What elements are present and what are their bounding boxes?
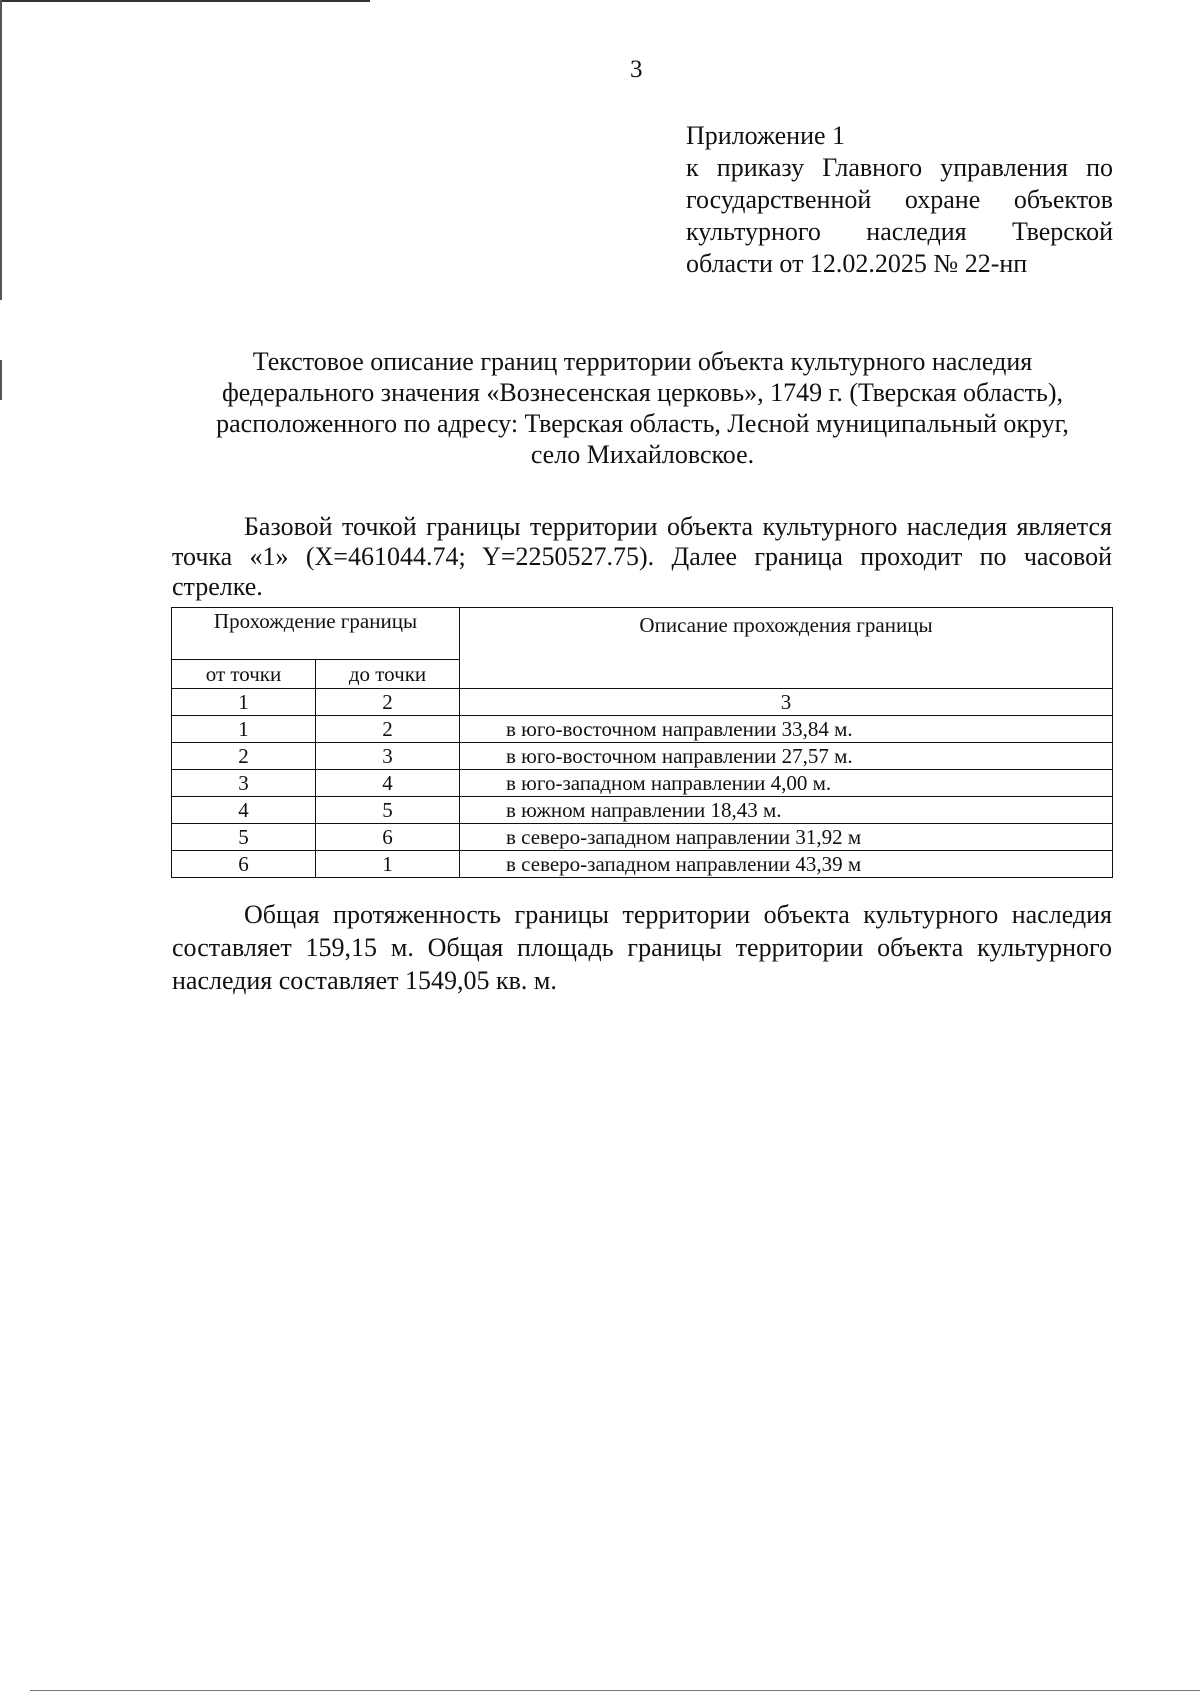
title-line: село Михайловское.: [530, 440, 755, 469]
description-cell: в южном направлении 18,43 м.: [460, 797, 1113, 824]
to-point-cell: 2: [316, 716, 460, 743]
to-point-cell: 5: [316, 797, 460, 824]
appendix-header: [686, 120, 1113, 280]
title-line: расположенного по адресу: Тверская область, Лесной муниципальный округ,: [216, 409, 1069, 438]
scan-edge-left-mark: [0, 360, 2, 400]
numbering-cell: 3: [460, 689, 1113, 716]
table-header-row: [172, 608, 1113, 660]
scan-edge-bottom: [30, 1690, 1200, 1691]
table-row: [172, 797, 1113, 824]
appendix-line: области от 12.02.2025 № 22-нп: [686, 249, 1028, 278]
table-row: [172, 770, 1113, 797]
description-cell: в северо-западном направлении 43,39 м: [460, 851, 1113, 878]
numbering-cell: 1: [172, 689, 316, 716]
title-line: федерального значения «Вознесенская церковь», 1749 г. (Тверская область),: [221, 378, 1064, 407]
header-group-cell: Прохождение границы: [172, 608, 460, 660]
page-number: 3: [630, 56, 643, 83]
description-cell: в северо-западном направлении 31,92 м: [460, 824, 1113, 851]
numbering-cell: 2: [316, 689, 460, 716]
from-point-cell: 6: [172, 851, 316, 878]
to-point-cell: 3: [316, 743, 460, 770]
table-row: [172, 851, 1113, 878]
appendix-line: культурного наследия Тверской: [686, 217, 1113, 246]
document-title: [150, 346, 1135, 470]
boundary-table: [171, 607, 1113, 878]
scan-edge-top: [0, 0, 370, 2]
from-point-cell: 5: [172, 824, 316, 851]
appendix-line: государственной охране объектов: [686, 185, 1113, 214]
description-cell: в юго-восточном направлении 33,84 м.: [460, 716, 1113, 743]
table-row: [172, 743, 1113, 770]
description-cell: в юго-западном направлении 4,00 м.: [460, 770, 1113, 797]
from-point-cell: 1: [172, 716, 316, 743]
to-point-cell: 1: [316, 851, 460, 878]
table-row: [172, 824, 1113, 851]
description-cell: в юго-восточном направлении 27,57 м.: [460, 743, 1113, 770]
table-row: [172, 716, 1113, 743]
title-line: Текстовое описание границ территории объекта культурного наследия: [252, 347, 1033, 376]
from-point-cell: 2: [172, 743, 316, 770]
summary-paragraph: Общая протяженность границы территории объекта культурного наследия составляет 159,15 м. Общая площадь границы территории объекта культурного наследия составляет 1549,05 кв. м.: [172, 900, 1112, 995]
header-description-cell: Описание прохождения границы: [460, 608, 1113, 689]
appendix-line: Приложение 1: [686, 121, 846, 150]
scan-edge-left: [0, 0, 2, 300]
from-point-cell: 4: [172, 797, 316, 824]
to-point-cell: 4: [316, 770, 460, 797]
intro-paragraph: Базовой точкой границы территории объекта культурного наследия является точка «1» (X=461044.74; Y=2250527.75). Далее граница проходит по часовой стрелке.: [172, 512, 1112, 601]
to-point-cell: 6: [316, 824, 460, 851]
header-from-cell: от точки: [172, 660, 316, 689]
header-to-cell: до точки: [316, 660, 460, 689]
from-point-cell: 3: [172, 770, 316, 797]
appendix-line: к приказу Главного управления по: [686, 153, 1113, 182]
table-numbering-row: [172, 689, 1113, 716]
